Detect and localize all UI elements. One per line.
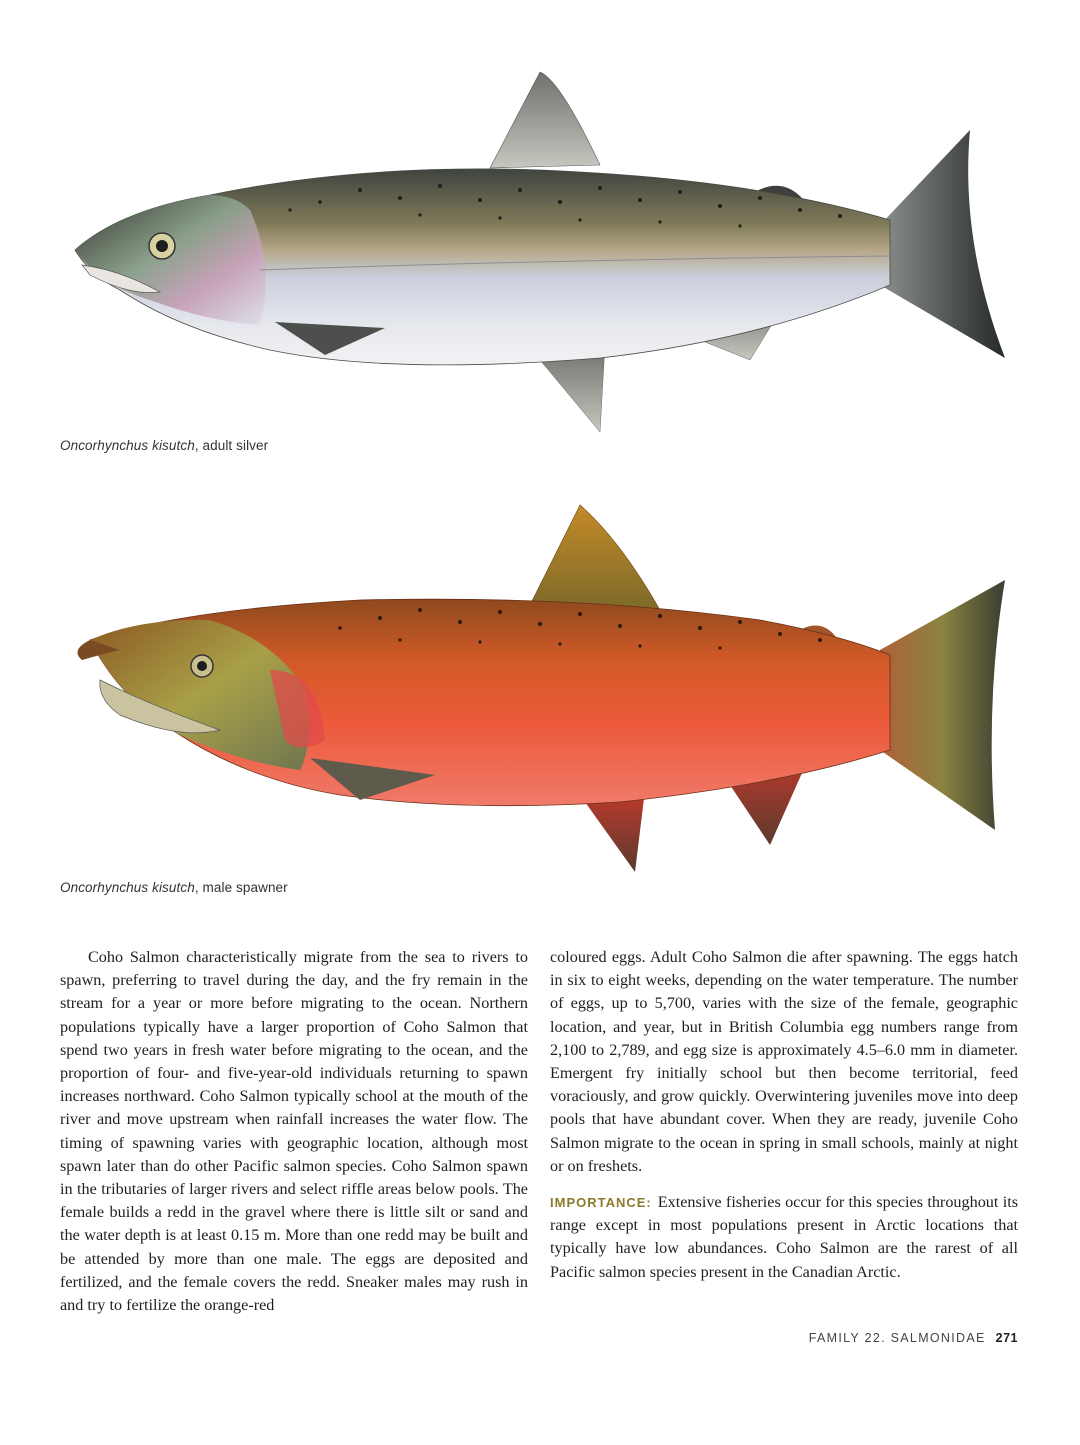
- body-column-left: [60, 946, 528, 1317]
- body-paragraph: Coho Salmon characteristically migrate from the sea to rivers to spawn, preferring to travel during the day, and the fry remain in the stream for a year or more before migrating to the ocean. Northern populations typically have a larger proportion of Coho Salmon that spend two years in fresh water before migrating to the ocean, and the proportion of four- and five-year-old individuals returning to spawn increases northward. Coho Salmon typically school at the mouth of the river and move upstream when rainfall increases the water flow. The timing of spawning varies with geographic location, although most spawn later than do other Pacific salmon species. Coho Salmon spawn in the tributaries of larger rivers and select riffle areas below pools. The female builds a redd in the gravel where there is little silt or sand and the water depth is at least 0.15 m. More than one redd may be built and be attended by more than one male. The eggs are deposited and fertilized, and the female covers the redd. Sneaker males may rush in and try to fertilize the orange-red: [60, 948, 528, 1315]
- body-column-right: [550, 946, 1018, 1284]
- running-head: FAMILY 22. SALMONIDAE: [808, 1331, 986, 1345]
- male-spawner-coho-illustration: [60, 500, 1020, 885]
- importance-text: Extensive fisheries occur for this species throughout its range except in most populations present in Arctic locations that typically have low abundances. Coho Salmon are the rarest of all Pacific salmon species present in the Canadian Arctic.: [550, 1193, 1018, 1281]
- caption-species-name: Oncorhynchus kisutch: [60, 880, 195, 895]
- importance-label: IMPORTANCE:: [550, 1195, 652, 1211]
- page-footer: [809, 1331, 1018, 1345]
- caption-stage: , male spawner: [194, 880, 288, 895]
- page-number: 271: [995, 1331, 1018, 1345]
- caption-stage: , adult silver: [194, 438, 269, 453]
- body-paragraph: coloured eggs. Adult Coho Salmon die after spawning. The eggs hatch in six to eight weeks, depending on the water temperature. The number of eggs, up to 5,700, varies with the size of the female, geographic location, and year, but in British Columbia egg numbers range from 2,100 to 2,789, and egg size is approximately 4.5–6.0 mm in diameter. Emergent fry initially school but then become territorial, feed voraciously, and grow quickly. Overwintering juveniles move into deep pools that have abundant cover. When they are ready, juvenile Coho Salmon migrate to the ocean in spring in small schools, mainly at night or on freshets.: [550, 948, 1018, 1175]
- figure-caption-adult-silver: [60, 438, 268, 453]
- adult-silver-coho-illustration: [60, 60, 1020, 445]
- importance-paragraph: [550, 1191, 1018, 1284]
- figure-caption-male-spawner: [60, 880, 288, 895]
- caption-species-name: Oncorhynchus kisutch: [60, 438, 195, 453]
